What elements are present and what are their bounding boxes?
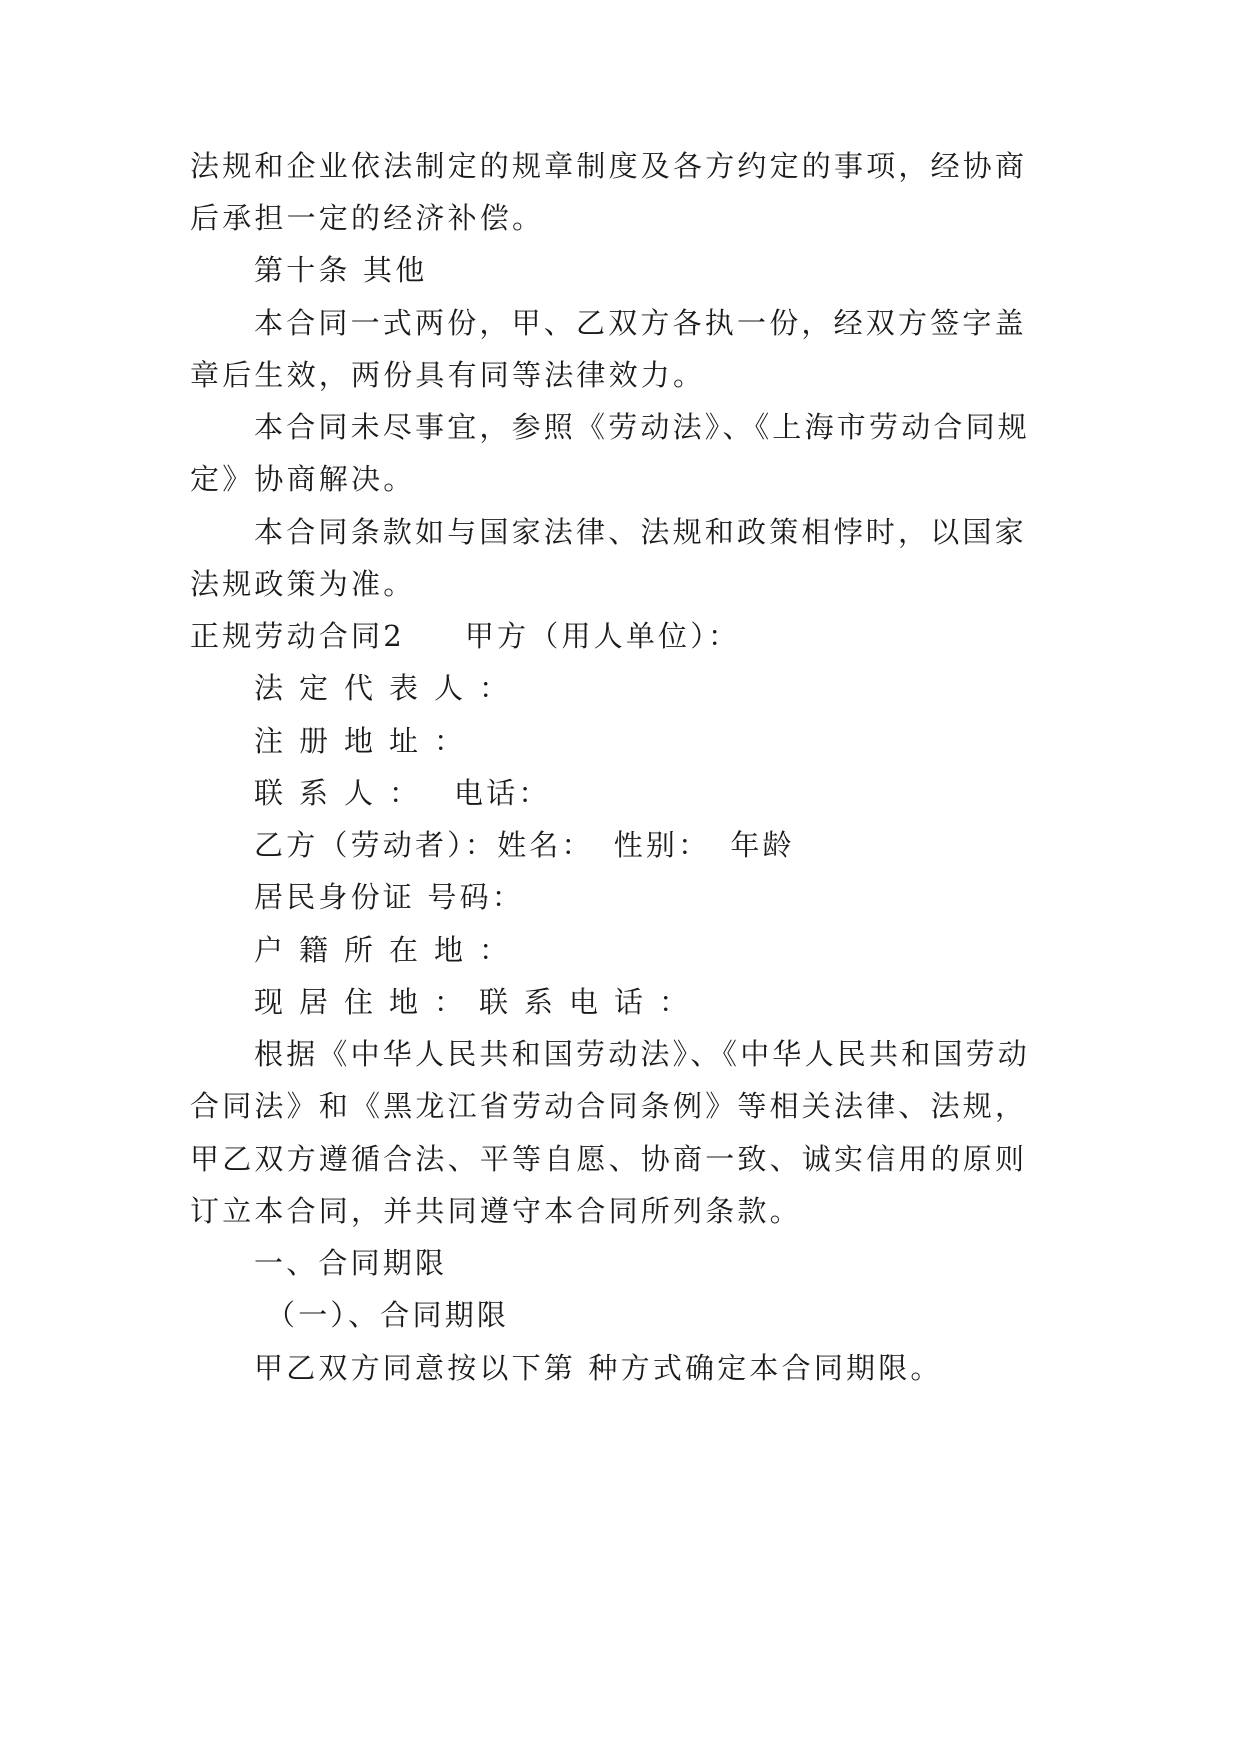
gender-label: 性别： (613, 828, 711, 862)
body-line-4: 本合同一式两份，甲、乙双方各执一份，经双方签字盖 (254, 306, 1027, 340)
contact-label: 联系人： (254, 776, 435, 810)
body-line-5: 章后生效，两份具有同等法律效力。 (190, 358, 706, 392)
preamble-line-2: 合同法》和《黑龙江省劳动合同条例》等相关法律、法规， (190, 1089, 1028, 1123)
preamble-line-1: 根据《中华人民共和国劳动法》、《中华人民共和国劳动 (254, 1037, 1031, 1071)
preamble-line-3: 甲乙双方遵循合法、平等自愿、协商一致、诚实信用的原则 (190, 1142, 1028, 1176)
residence-label: 现居住地： (254, 985, 480, 1019)
party-b-line (254, 825, 1070, 865)
contact-line (254, 773, 1070, 813)
contract2-title: 正规劳动合同2 (190, 619, 405, 653)
reg-address-field: 注册地址： (254, 724, 480, 758)
preamble-line-4: 订立本合同，并共同遵守本合同所列条款。 (190, 1194, 802, 1228)
age-label: 年龄 (730, 828, 795, 862)
body-line-7: 定》协商解决。 (190, 462, 416, 496)
contract2-header-line (190, 616, 1070, 656)
residence-line (254, 982, 1070, 1022)
legal-rep-field: 法定代表人： (254, 671, 525, 705)
name-label: 姓名： (497, 828, 594, 862)
body-line-2: 后承担一定的经济补偿。 (190, 201, 545, 235)
household-field: 户籍所在地： (254, 933, 525, 967)
article-10-heading: 第十条 其他 (254, 253, 428, 287)
id-card-field: 居民身份证 号码： (254, 880, 525, 914)
section-1-text: 甲乙双方同意按以下第 种方式确定本合同期限。 (254, 1351, 943, 1385)
section-1-subtitle: （一）、合同期限 (266, 1298, 510, 1332)
party-b-label: 乙方（劳动者）： (254, 828, 498, 862)
section-1-title: 一、合同期限 (254, 1246, 448, 1280)
phone-label: 电话： (454, 776, 551, 810)
residence-phone-label: 联系电话： (479, 985, 705, 1019)
party-a-label: 甲方（用人单位）： (464, 619, 741, 653)
body-line-1: 法规和企业依法制定的规章制度及各方约定的事项，经协商 (190, 149, 1028, 183)
body-line-8: 本合同条款如与国家法律、法规和政策相悖时，以国家 (254, 515, 1027, 549)
body-line-6: 本合同未尽事宜，参照《劳动法》、《上海市劳动合同规 (254, 410, 1031, 444)
body-line-9: 法规政策为准。 (190, 567, 416, 601)
